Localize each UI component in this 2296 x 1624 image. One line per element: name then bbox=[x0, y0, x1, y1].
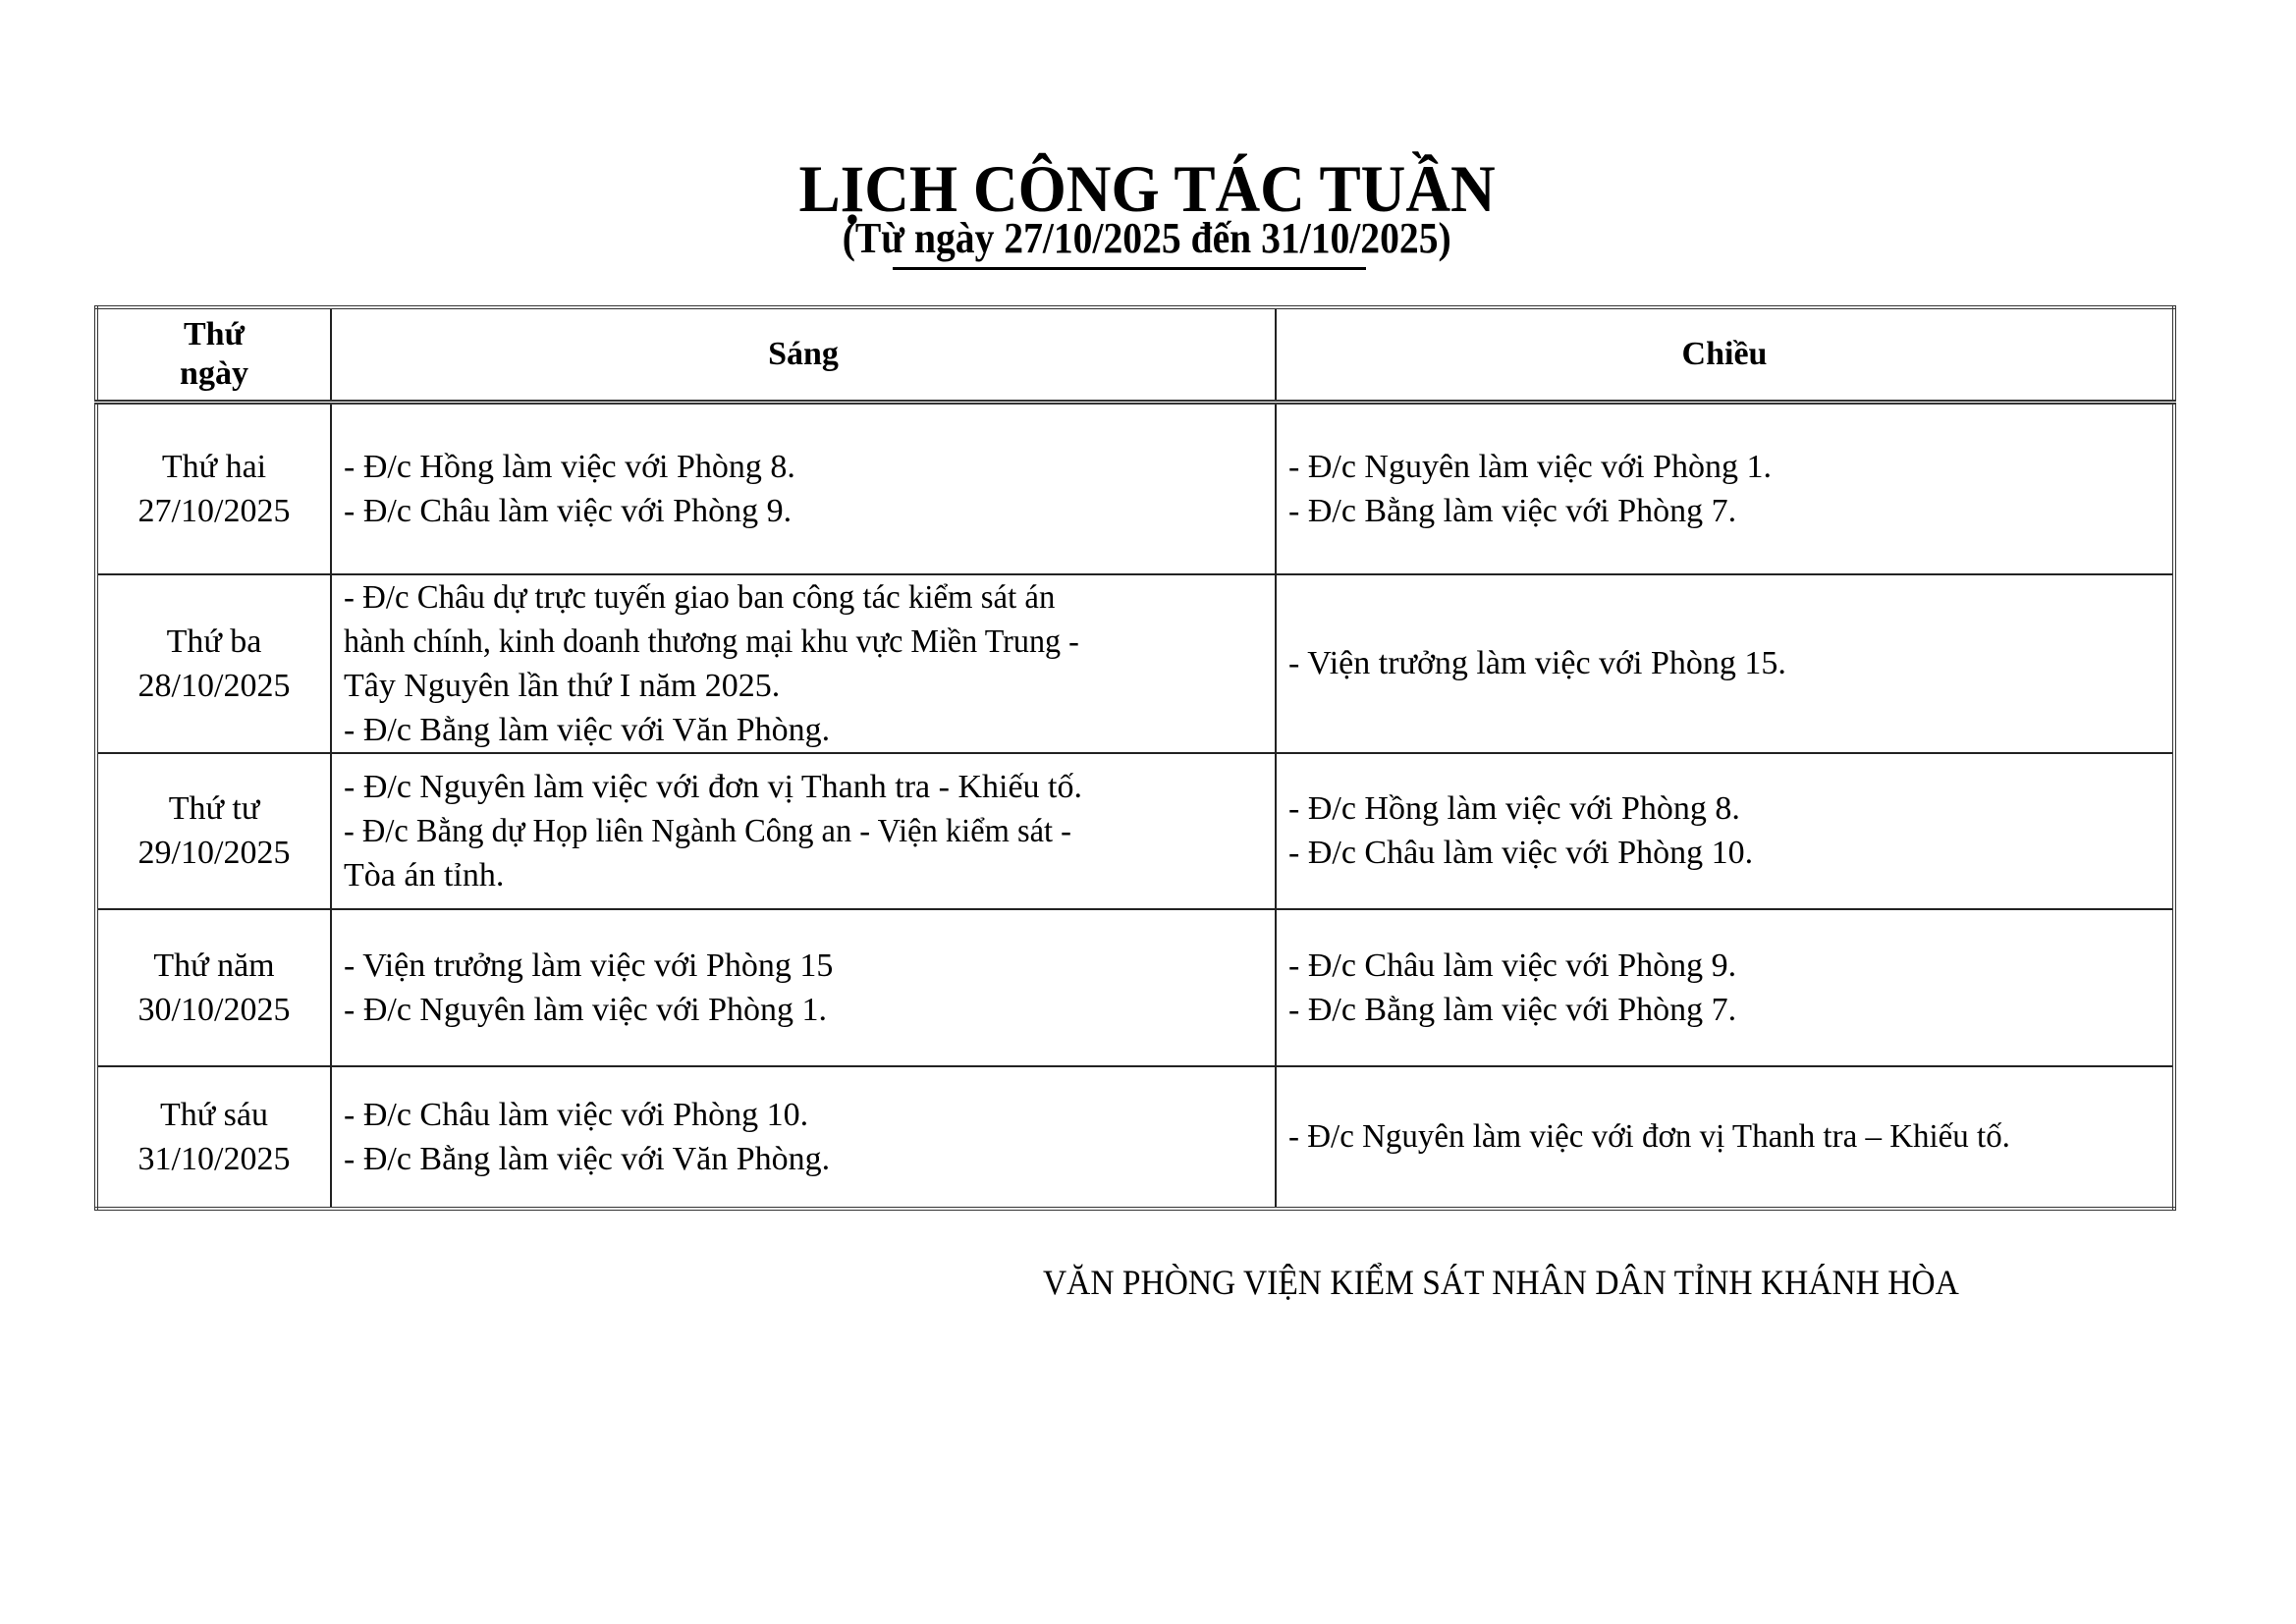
header-day-line2: ngày bbox=[180, 355, 248, 392]
date: 29/10/2025 bbox=[137, 835, 291, 871]
afternoon-cell bbox=[1276, 574, 2174, 753]
document-title: LỊCH CÔNG TÁC TUẦN bbox=[798, 151, 1496, 226]
activity: - Đ/c Nguyên làm việc với đơn vị Thanh tra – Khiếu tố. bbox=[1288, 1118, 2010, 1155]
activity: - Đ/c Nguyên làm việc với đơn vị Thanh tra - Khiếu tố. bbox=[344, 768, 1082, 805]
afternoon-cell bbox=[1276, 753, 2174, 909]
table-row bbox=[96, 1066, 2174, 1209]
activity: - Viện trưởng làm việc với Phòng 15. bbox=[1288, 645, 1786, 681]
day-cell bbox=[96, 403, 331, 574]
subtitle-underline-divider bbox=[893, 267, 1366, 270]
morning-cell bbox=[331, 1066, 1276, 1209]
table-row bbox=[96, 574, 2174, 753]
activity: - Đ/c Nguyên làm việc với Phòng 1. bbox=[1288, 448, 1773, 485]
activity: - Viện trưởng làm việc với Phòng 15 bbox=[344, 947, 834, 984]
date: 30/10/2025 bbox=[137, 991, 291, 1028]
weekday: Thứ năm bbox=[153, 947, 275, 984]
weekly-schedule-table bbox=[94, 305, 2176, 1211]
activity: - Đ/c Châu làm việc với Phòng 9. bbox=[344, 492, 793, 529]
activity-continued: hành chính, kinh doanh thương mại khu vực Miền Trung - bbox=[344, 623, 1079, 660]
day-cell bbox=[96, 909, 331, 1066]
issuing-office-signature: VĂN PHÒNG VIỆN KIỂM SÁT NHÂN DÂN TỈNH KHÁNH HÒA bbox=[1043, 1263, 1959, 1302]
day-cell bbox=[96, 574, 331, 753]
day-cell bbox=[96, 753, 331, 909]
table-row bbox=[96, 403, 2174, 574]
activity: - Đ/c Bằng dự Họp liên Ngành Công an - Viện kiểm sát - bbox=[344, 812, 1071, 849]
header-day-line1: Thứ bbox=[184, 316, 245, 352]
activity: - Đ/c Hồng làm việc với Phòng 8. bbox=[1288, 790, 1740, 827]
document-subtitle-date-range: (Từ ngày 27/10/2025 đến 31/10/2025) bbox=[842, 214, 1451, 262]
date: 31/10/2025 bbox=[137, 1140, 291, 1177]
morning-cell bbox=[331, 403, 1276, 574]
afternoon-cell bbox=[1276, 403, 2174, 574]
morning-cell bbox=[331, 909, 1276, 1066]
afternoon-cell bbox=[1276, 909, 2174, 1066]
header-morning: Sáng bbox=[331, 307, 1276, 403]
activity-continued: Tây Nguyên lần thứ I năm 2025. bbox=[344, 667, 781, 704]
activity: - Đ/c Bằng làm việc với Phòng 7. bbox=[1288, 492, 1737, 529]
activity: - Đ/c Bằng làm việc với Phòng 7. bbox=[1288, 991, 1737, 1028]
afternoon-cell bbox=[1276, 1066, 2174, 1209]
activity: - Đ/c Nguyên làm việc với Phòng 1. bbox=[344, 991, 828, 1028]
activity: - Đ/c Bằng làm việc với Văn Phòng. bbox=[344, 711, 831, 748]
table-header-row bbox=[96, 307, 2174, 403]
weekday: Thứ tư bbox=[168, 790, 260, 827]
table-row bbox=[96, 753, 2174, 909]
day-cell bbox=[96, 1066, 331, 1209]
morning-cell bbox=[331, 574, 1276, 753]
activity: - Đ/c Châu làm việc với Phòng 10. bbox=[344, 1096, 809, 1133]
activity: - Đ/c Châu làm việc với Phòng 10. bbox=[1288, 835, 1754, 871]
activity-continued: Tòa án tỉnh. bbox=[344, 856, 505, 893]
date: 27/10/2025 bbox=[137, 492, 291, 529]
activity: - Đ/c Hồng làm việc với Phòng 8. bbox=[344, 448, 795, 485]
activity: - Đ/c Bằng làm việc với Văn Phòng. bbox=[344, 1140, 831, 1177]
weekday: Thứ hai bbox=[161, 448, 267, 485]
header-day bbox=[96, 307, 331, 403]
table-row bbox=[96, 909, 2174, 1066]
activity: - Đ/c Châu dự trực tuyến giao ban công tác kiểm sát án bbox=[344, 578, 1056, 616]
weekday: Thứ ba bbox=[166, 623, 262, 660]
morning-cell bbox=[331, 753, 1276, 909]
activity: - Đ/c Châu làm việc với Phòng 9. bbox=[1288, 947, 1737, 984]
header-afternoon: Chiều bbox=[1276, 307, 2174, 403]
date: 28/10/2025 bbox=[137, 667, 291, 704]
weekday: Thứ sáu bbox=[159, 1096, 269, 1133]
